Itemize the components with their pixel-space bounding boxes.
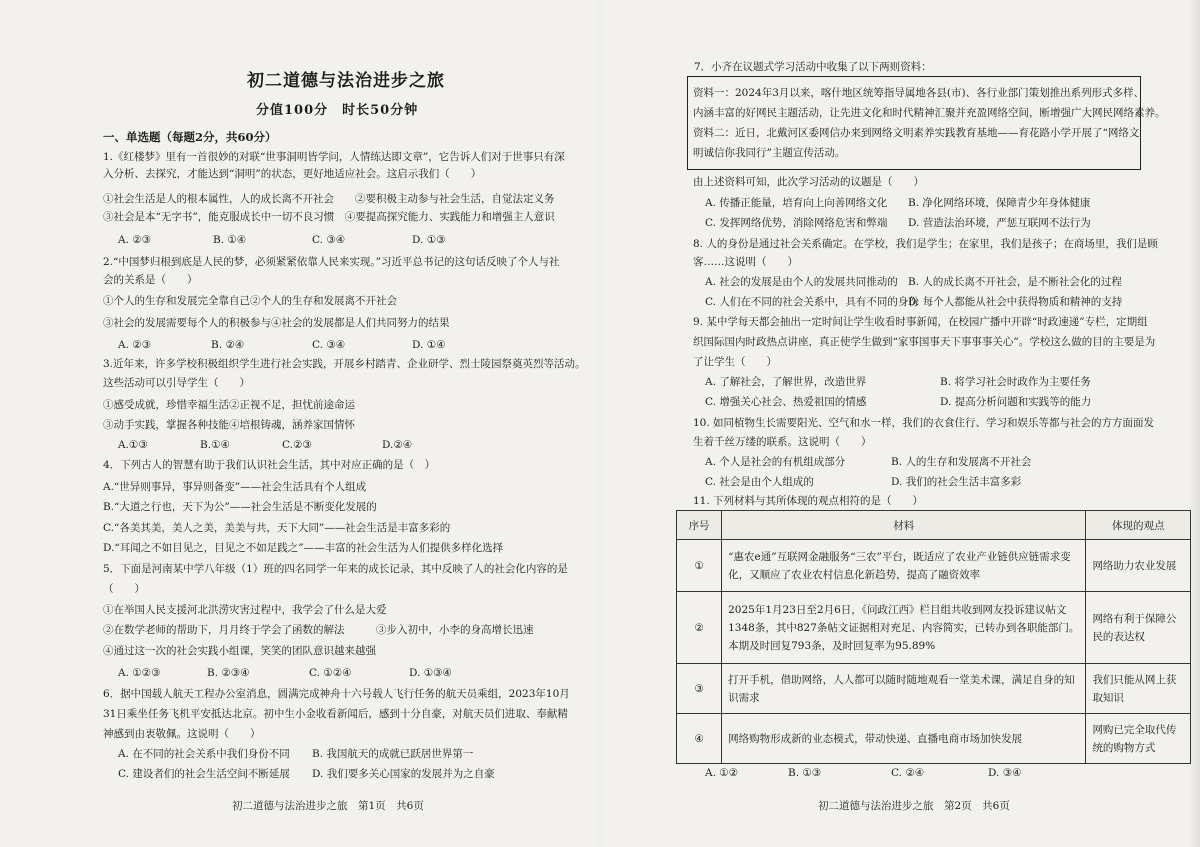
table-row bbox=[677, 664, 1191, 714]
q10-option-d: D. 我们的社会生活丰富多彩 bbox=[891, 476, 1022, 488]
q1-line-4: ③社会是本“无字书”，能克服成长中一切不良习惯 ④要提高探究能力、实践能力和增强主人意识 bbox=[103, 211, 555, 223]
row-view: 网购已完全取代传统的购物方式 bbox=[1086, 714, 1191, 764]
q7-option-c: C. 发挥网络优势，消除网络危害和弊端 bbox=[705, 217, 888, 229]
q6-option-c: C. 建设者们的社会生活空间不断延展 bbox=[118, 768, 290, 780]
q4-option-b: B.“大道之行也，天下为公”——社会生活是不断变化发展的 bbox=[103, 501, 377, 513]
q1-option-c: C. ③④ bbox=[312, 234, 346, 246]
q7-line-2: 由上述资料可知，此次学习活动的议题是（ ） bbox=[693, 176, 924, 188]
q1-option-a: A. ②③ bbox=[118, 234, 152, 246]
q2-option-d: D. ①④ bbox=[412, 339, 446, 351]
q9-line-3: 了让学生（ ） bbox=[693, 356, 777, 368]
q7-option-d: D. 营造法治环境，严惩互联网不法行为 bbox=[908, 217, 1091, 229]
q9-option-b: B. 将学习社会时政作为主要任务 bbox=[940, 376, 1091, 388]
q3-option-b: B.①④ bbox=[200, 439, 230, 451]
q2-option-b: B. ②④ bbox=[211, 339, 245, 351]
q11-option-c: C. ②④ bbox=[891, 767, 925, 779]
row-view: 网络助力农业发展 bbox=[1086, 540, 1191, 592]
q1-option-b: B. ①④ bbox=[213, 234, 247, 246]
q1-line-1: 1.《红楼梦》里有一首很妙的对联“世事洞明皆学问，人情练达即文章”，它告诉人们对于世事只有深 bbox=[103, 151, 565, 163]
row-seq: ② bbox=[677, 592, 722, 664]
table-header-row bbox=[677, 511, 1191, 540]
q1-option-d: D. ①③ bbox=[412, 234, 446, 246]
q6-line-2: 31日乘坐任务飞机平安抵达北京。初中生小金收看新闻后，感到十分自豪，对航天员们进取、奉献精 bbox=[103, 708, 568, 720]
row-material: 2025年1月23日至2月6日，《问政江西》栏目组共收到网友投诉建议帖文1348条，其中827条帖文证据相对充足、内容简实，已转办到各职能部门。本期及时回复793条，及时回复率为95.89% bbox=[722, 592, 1086, 664]
exam-title: 初二道德与法治进步之旅 bbox=[247, 71, 445, 91]
q4-option-d: D.“耳闻之不如目见之，目见之不如足践之”——丰富的社会生活为人们提供多样化选择 bbox=[103, 542, 504, 554]
q11-table bbox=[676, 510, 1191, 764]
page-edge-shadow bbox=[1190, 0, 1200, 847]
q5-option-c: C. ①②④ bbox=[309, 667, 352, 679]
page-1-footer: 初二道德与法治进步之旅 第1页 共6页 bbox=[232, 800, 424, 812]
row-material: “惠农e通”互联网金融服务“三农”平台，既适应了农业产业链供应链需求变化，又顺应了农业农村信息化新趋势，提高了融资效率 bbox=[722, 540, 1086, 592]
q1-line-3: ①社会生活是人的根本属性，人的成长离不开社会 ②要积极主动参与社会生活，自觉法定义务 bbox=[103, 193, 555, 205]
row-view: 网络有利于保障公民的表达权 bbox=[1086, 592, 1191, 664]
q10-line-2: 生着千丝万缕的联系。这说明（ ） bbox=[693, 436, 872, 448]
row-material: 打开手机，借助网络，人人都可以随时随地观看一堂美术课，满足自身的知识需求 bbox=[722, 664, 1086, 714]
row-seq: ④ bbox=[677, 714, 722, 764]
q7-material-1b: 内涵丰富的好网民主题活动，让先进文化和时代精神汇聚并充盈网络空间，断增强广大网民网络素养。 bbox=[693, 107, 1166, 119]
q8-line-2: 客……这说明（ ） bbox=[693, 256, 798, 268]
q1-line-2: 入分析、去探究，才能达到“洞明”的状态，更好地适应社会。这启示我们（ ） bbox=[103, 168, 482, 180]
table-row bbox=[677, 592, 1191, 664]
q4-line-1: 4．下列古人的智慧有助于我们认识社会生活，其中对应正确的是（ ） bbox=[103, 459, 436, 471]
q3-line-3: ①感受成就，珍惜幸福生活②正视不足，担忧前途命运 bbox=[103, 399, 355, 411]
q8-option-c: C. 人们在不同的社会关系中，具有不同的身份 bbox=[705, 296, 919, 308]
q2-line-3: ①个人的生存和发展完全靠自己②个人的生存和发展离不开社会 bbox=[103, 295, 397, 307]
q5-option-d: D. ①③④ bbox=[409, 667, 452, 679]
q9-option-d: D. 提高分析问题和实践等的能力 bbox=[940, 396, 1092, 408]
q6-option-b: B. 我国航天的成就已跃居世界第一 bbox=[312, 748, 474, 760]
q3-option-a: A.①③ bbox=[118, 439, 148, 451]
q2-option-a: A. ②③ bbox=[118, 339, 152, 351]
q6-line-1: 6．据中国载人航天工程办公室消息，圆满完成神舟十六号载人飞行任务的航天员乘组，2023年10月 bbox=[103, 688, 570, 700]
q9-option-a: A. 了解社会，了解世界，改造世界 bbox=[705, 376, 867, 388]
q6-option-a: A. 在不同的社会关系中我们身份不同 bbox=[118, 748, 290, 760]
q8-option-a: A. 社会的发展是由个人的发展共同推动的 bbox=[705, 276, 898, 288]
exam-subtitle: 分值100分 时长50分钟 bbox=[256, 103, 419, 118]
q5-line-4: ②在数学老师的帮助下，月月终于学会了函数的解法 ③步入初中，小李的身高增长迅速 bbox=[103, 624, 534, 636]
q3-option-c: C.②③ bbox=[282, 439, 312, 451]
q5-line-2: （ ） bbox=[103, 583, 145, 595]
q11-option-a: A. ①② bbox=[705, 767, 739, 779]
row-material: 网络购物形成新的业态模式，带动快递、直播电商市场加快发展 bbox=[722, 714, 1086, 764]
q7-option-b: B. 净化网络环境，保障青少年身体健康 bbox=[908, 197, 1091, 209]
q2-line-1: 2.“中国梦归根到底是人民的梦，必须紧紧依靠人民来实现。”习近平总书记的这句话反映了个人与社 bbox=[103, 256, 560, 268]
q11-line-1: 11. 下列材料与其所体现的观点相符的是（ ） bbox=[693, 495, 924, 507]
q4-option-a: A.“世异则事异，事异则备变”——社会生活具有个人组成 bbox=[103, 481, 367, 493]
q10-option-b: B. 人的生存和发展离不开社会 bbox=[891, 456, 1032, 468]
page-2 bbox=[600, 0, 1200, 847]
q8-option-d: D. 每个人都能从社会中获得物质和精神的支持 bbox=[908, 296, 1123, 308]
q8-line-1: 8. 人的身份是通过社会关系确定。在学校，我们是学生；在家里，我们是孩子；在商场里，我们是顾 bbox=[693, 238, 1158, 250]
q9-option-c: C. 增强关心社会、热爱祖国的情感 bbox=[705, 396, 867, 408]
q3-option-d: D.②④ bbox=[382, 439, 413, 451]
q5-line-5: ④通过这一次的社会实践小组课，笑笑的团队意识越来越强 bbox=[103, 645, 376, 657]
header-seq: 序号 bbox=[677, 511, 722, 540]
q11-option-b: B. ①③ bbox=[788, 767, 822, 779]
q8-option-b: B. 人的成长离不开社会，是不断社会化的过程 bbox=[908, 276, 1122, 288]
q11-option-d: D. ③④ bbox=[988, 767, 1022, 779]
q9-line-2: 织国际国内时政热点讲座，真正使学生做到“家事国事天下事事事关心”。学校这么做的目的主要是为 bbox=[693, 336, 1156, 348]
row-seq: ① bbox=[677, 540, 722, 592]
row-view: 我们只能从网上获取知识 bbox=[1086, 664, 1191, 714]
q9-line-1: 9. 某中学每天都会抽出一定时间让学生收看时事新闻，在校园广播中开辟“时政速递”专栏，定期组 bbox=[693, 316, 1148, 328]
q3-line-1: 3.近年来，许多学校积极组织学生进行社会实践，开展乡村踏青、企业研学、烈士陵园祭奠英烈等活动。 bbox=[103, 358, 586, 370]
q7-material-2a: 资料二：近日，北戴河区委网信办来到网络文明素养实践教育基地——育花路小学开展了“网络文 bbox=[693, 127, 1140, 139]
q7-material-2b: 明诚信你我同行”主题宣传活动。 bbox=[693, 147, 846, 159]
q6-line-3: 神感到由衷敬佩。这说明（ ） bbox=[103, 728, 261, 740]
q5-option-b: B. ②③④ bbox=[207, 667, 250, 679]
q10-line-1: 10. 如同植物生长需要阳光、空气和水一样，我们的衣食住行、学习和娱乐等都与社会的方方面面发 bbox=[693, 417, 1155, 429]
q5-line-1: 5．下面是河南某中学八年级（1）班的四名同学一年来的成长记录，其中反映了人的社会化内容的是 bbox=[103, 563, 568, 575]
table-row bbox=[677, 540, 1191, 592]
q7-line-1: 7．小齐在议题式学习活动中收集了以下两则资料： bbox=[694, 61, 932, 73]
q2-line-2: 会的关系是（ ） bbox=[103, 274, 198, 286]
q6-option-d: D. 我们要多关心国家的发展并为之自豪 bbox=[312, 768, 495, 780]
q3-line-4: ③动手实践，掌握各种技能④培根铸魂，涵养家国情怀 bbox=[103, 419, 355, 431]
q4-option-c: C.“各美其美，美人之美，美美与共，天下大同”——社会生活是丰富多彩的 bbox=[103, 522, 451, 534]
q7-option-a: A. 传播正能量，培育向上向善网络文化 bbox=[705, 197, 888, 209]
table-row bbox=[677, 714, 1191, 764]
q7-material-1a: 资料一：2024年3月以来，喀什地区统筹指导属地各县(市)、各行业部门策划推出系列形式多样、 bbox=[693, 87, 1145, 99]
q3-line-2: 这些活动可以引导学生（ ） bbox=[103, 377, 250, 389]
section-heading: 一、单选题（每题2分，共60分） bbox=[103, 130, 277, 144]
page-2-footer: 初二道德与法治进步之旅 第2页 共6页 bbox=[818, 800, 1010, 812]
q10-option-c: C. 社会是由个人组成的 bbox=[705, 476, 814, 488]
q10-option-a: A. 个人是社会的有机组成部分 bbox=[705, 456, 846, 468]
header-view: 体现的观点 bbox=[1086, 511, 1191, 540]
q5-line-3: ①在举国人民支援河北洪涝灾害过程中，我学会了什么是大爱 bbox=[103, 604, 387, 616]
header-material: 材料 bbox=[722, 511, 1086, 540]
row-seq: ③ bbox=[677, 664, 722, 714]
q5-option-a: A. ①②③ bbox=[118, 667, 161, 679]
q2-line-4: ③社会的发展需要每个人的积极参与④社会的发展都是人们共同努力的结果 bbox=[103, 317, 450, 329]
q2-option-c: C. ③④ bbox=[312, 339, 346, 351]
